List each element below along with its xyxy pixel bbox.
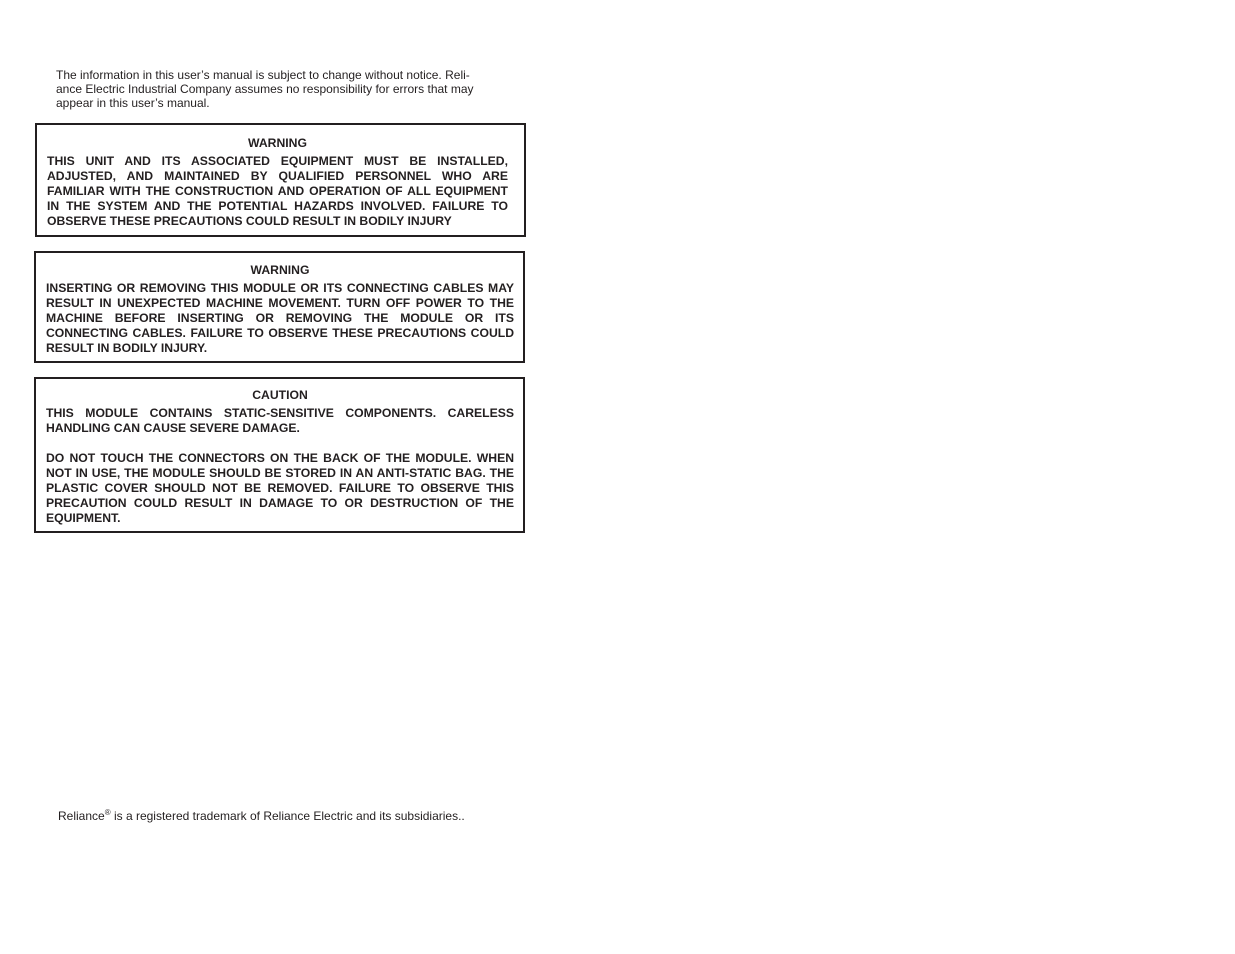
caution-body-2: DO NOT TOUCH THE CONNECTORS ON THE BACK OF THE MODULE. WHEN NOT IN USE, THE MODULE SHOULD BE STORED IN AN ANTI-STATIC BAG. THE PLASTIC COVER SHOULD NOT BE REMOVED. FAILURE TO OBSERVE THIS PRECAUTION COULD RESULT IN DAMAGE TO OR DESTRUCTION OF THE EQUIPMENT. [46, 451, 514, 525]
intro-line-3: appear in this user’s manual. [56, 96, 210, 110]
warning-body: INSERTING OR REMOVING THIS MODULE OR ITS CONNECTING CABLES MAY RESULT IN UNEXPECTED MACHINE MOVEMENT. TURN OFF POWER TO THE MACHINE BEFORE INSERTING OR REMOVING THE MODULE OR ITS CONNECTING CABLES. FAILURE TO OBSERVE THESE PRECAUTIONS COULD RESULT IN BODILY INJURY. [46, 281, 514, 355]
warning-heading: WARNING [250, 263, 310, 277]
intro-disclaimer [56, 68, 504, 110]
warning-box-installation [35, 123, 526, 237]
warning-body: THIS UNIT AND ITS ASSOCIATED EQUIPMENT MUST BE INSTALLED, ADJUSTED, AND MAINTAINED BY QUALIFIED PERSONNEL WHO ARE FAMILIAR WITH THE CONSTRUCTION AND OPERATION OF ALL EQUIPMENT IN THE SYSTEM AND THE POTENTIAL HAZARDS INVOLVED. FAILURE TO OBSERVE THESE PRECAUTIONS COULD RESULT IN BODILY INJURY [47, 154, 508, 228]
caution-body: THIS MODULE CONTAINS STATIC-SENSITIVE COMPONENTS. CARELESS HANDLING CAN CAUSE SEVERE DAMAGE. [46, 406, 514, 435]
footer-text: is a registered trademark of Reliance Electric and its subsidiaries.. [110, 809, 465, 823]
caution-box-static [34, 377, 525, 533]
footer-brand: Reliance [58, 809, 105, 823]
intro-line-1: The information in this user’s manual is subject to change without notice. Reli- [56, 68, 470, 82]
registered-mark: ® [104, 808, 111, 817]
warning-box-module-cables [34, 251, 525, 363]
warning-heading: WARNING [248, 136, 307, 150]
intro-line-2: ance Electric Industrial Company assumes no responsibility for errors that may [56, 82, 474, 96]
caution-heading: CAUTION [252, 388, 308, 402]
trademark-footer [58, 809, 465, 823]
